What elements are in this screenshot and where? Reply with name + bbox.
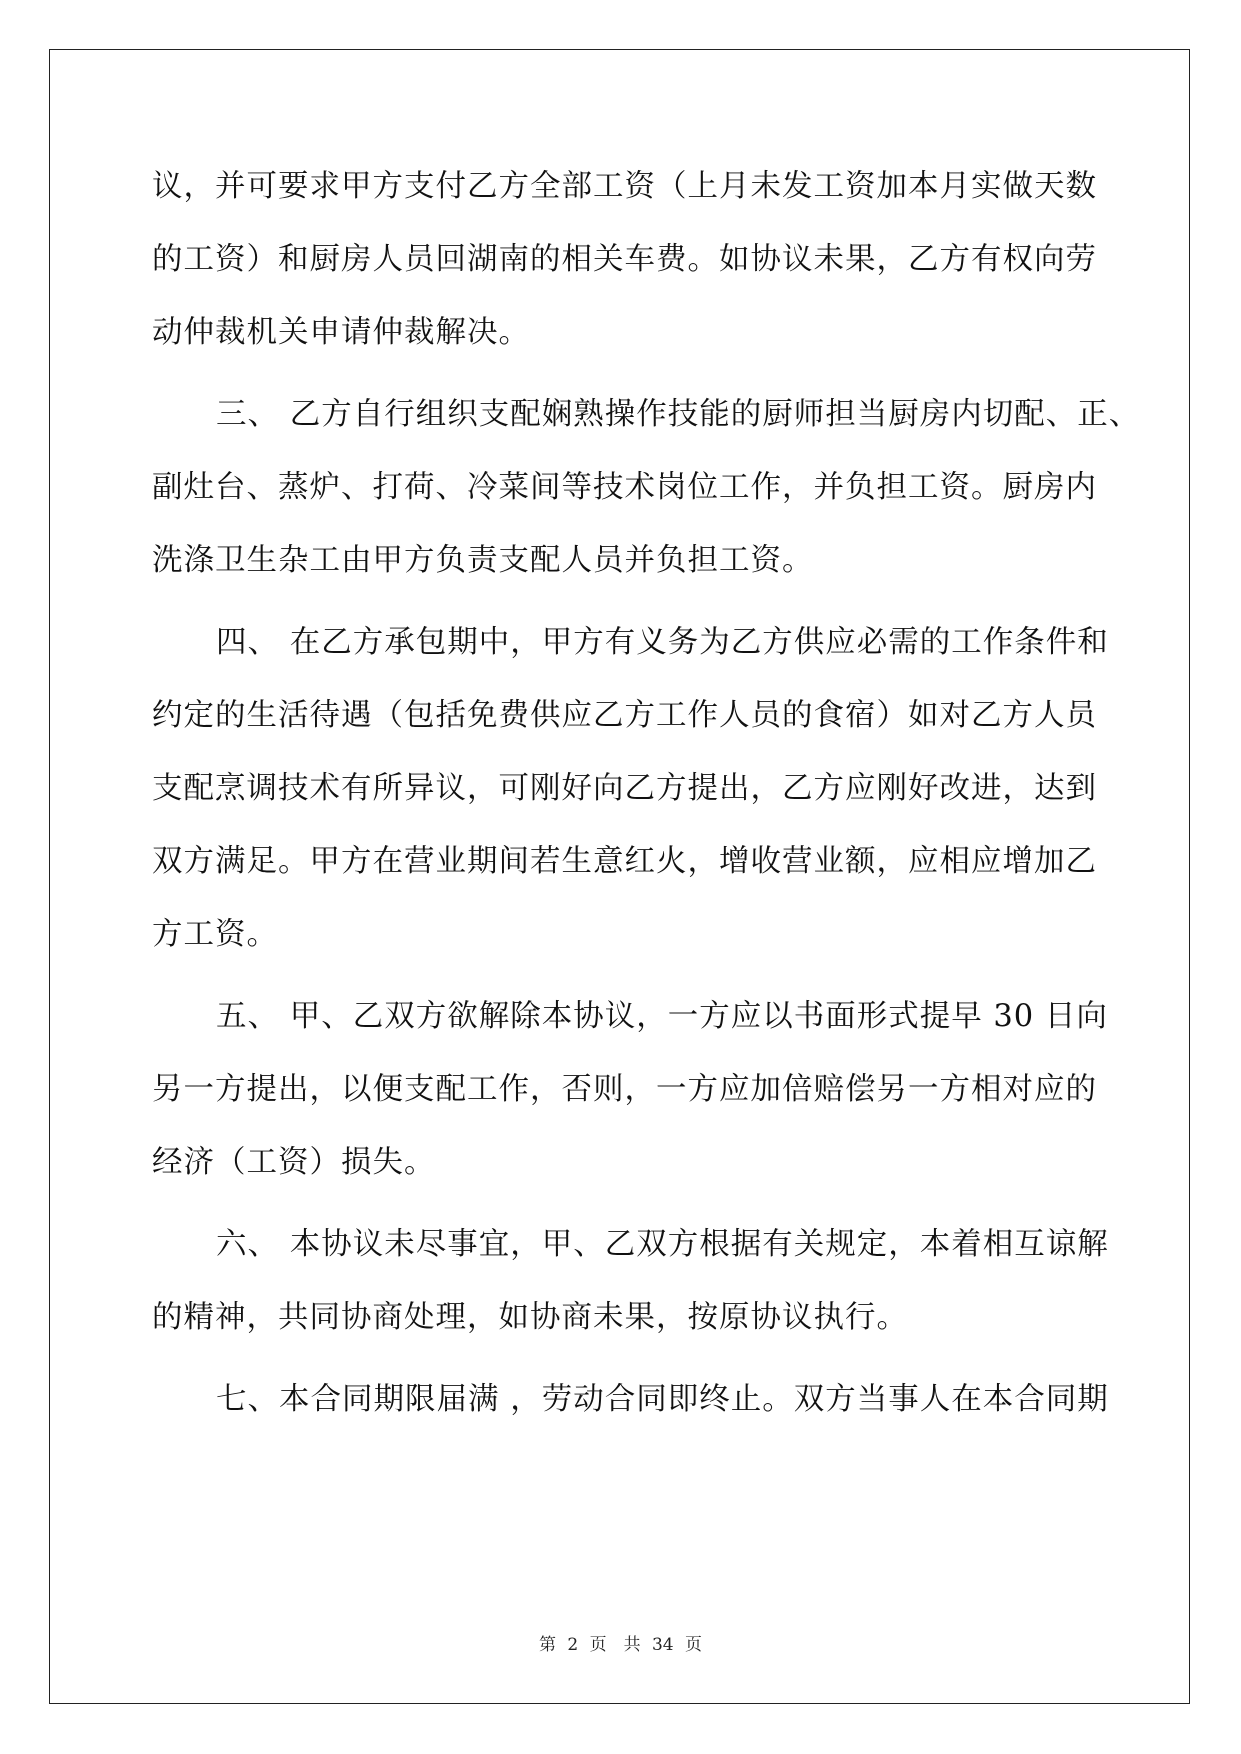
text-line: 双方满足。甲方在营业期间若生意红火，增收营业额，应相应增加乙: [152, 844, 1097, 879]
section-three-line: 三、 乙方自行组织支配娴熟操作技能的厨师担当厨房内切配、正、: [216, 397, 1141, 432]
section-four-line: 四、 在乙方承包期中，甲方有义务为乙方供应必需的工作条件和: [216, 625, 1109, 660]
page-number-footer: [0, 1630, 1241, 1655]
text-line: 支配烹调技术有所异议，可刚好向乙方提出，乙方应刚好改进，达到: [152, 771, 1097, 806]
text-line: 方工资。: [152, 917, 278, 952]
text-line: 动仲裁机关申请仲裁解决。: [152, 315, 530, 350]
text-line: 议，并可要求甲方支付乙方全部工资（上月未发工资加本月实做天数: [152, 169, 1097, 204]
section-seven-line: 七、本合同期限届满 ，劳动合同即终止。双方当事人在本合同期: [216, 1382, 1109, 1417]
section-six-line: 六、 本协议未尽事宜，甲、乙双方根据有关规定，本着相互谅解: [216, 1227, 1109, 1262]
text-line: 经济（工资）损失。: [152, 1145, 436, 1180]
page-number-text: 第 2 页 共 34 页: [538, 1635, 703, 1655]
text-line: 另一方提出，以便支配工作，否则，一方应加倍赔偿另一方相对应的: [152, 1072, 1097, 1107]
text-line: 约定的生活待遇（包括免费供应乙方工作人员的食宿）如对乙方人员: [152, 698, 1097, 733]
text-line: 的精神，共同协商处理，如协商未果，按原协议执行。: [152, 1300, 908, 1335]
text-line: 洗涤卫生杂工由甲方负责支配人员并负担工资。: [152, 543, 814, 578]
text-line: 的工资）和厨房人员回湖南的相关车费。如协议未果，乙方有权向劳: [152, 242, 1097, 277]
text-line: 副灶台、蒸炉、打荷、冷菜间等技术岗位工作，并负担工资。厨房内: [152, 470, 1097, 505]
section-five-line: 五、 甲、乙双方欲解除本协议，一方应以书面形式提早 30 日向: [216, 999, 1108, 1034]
